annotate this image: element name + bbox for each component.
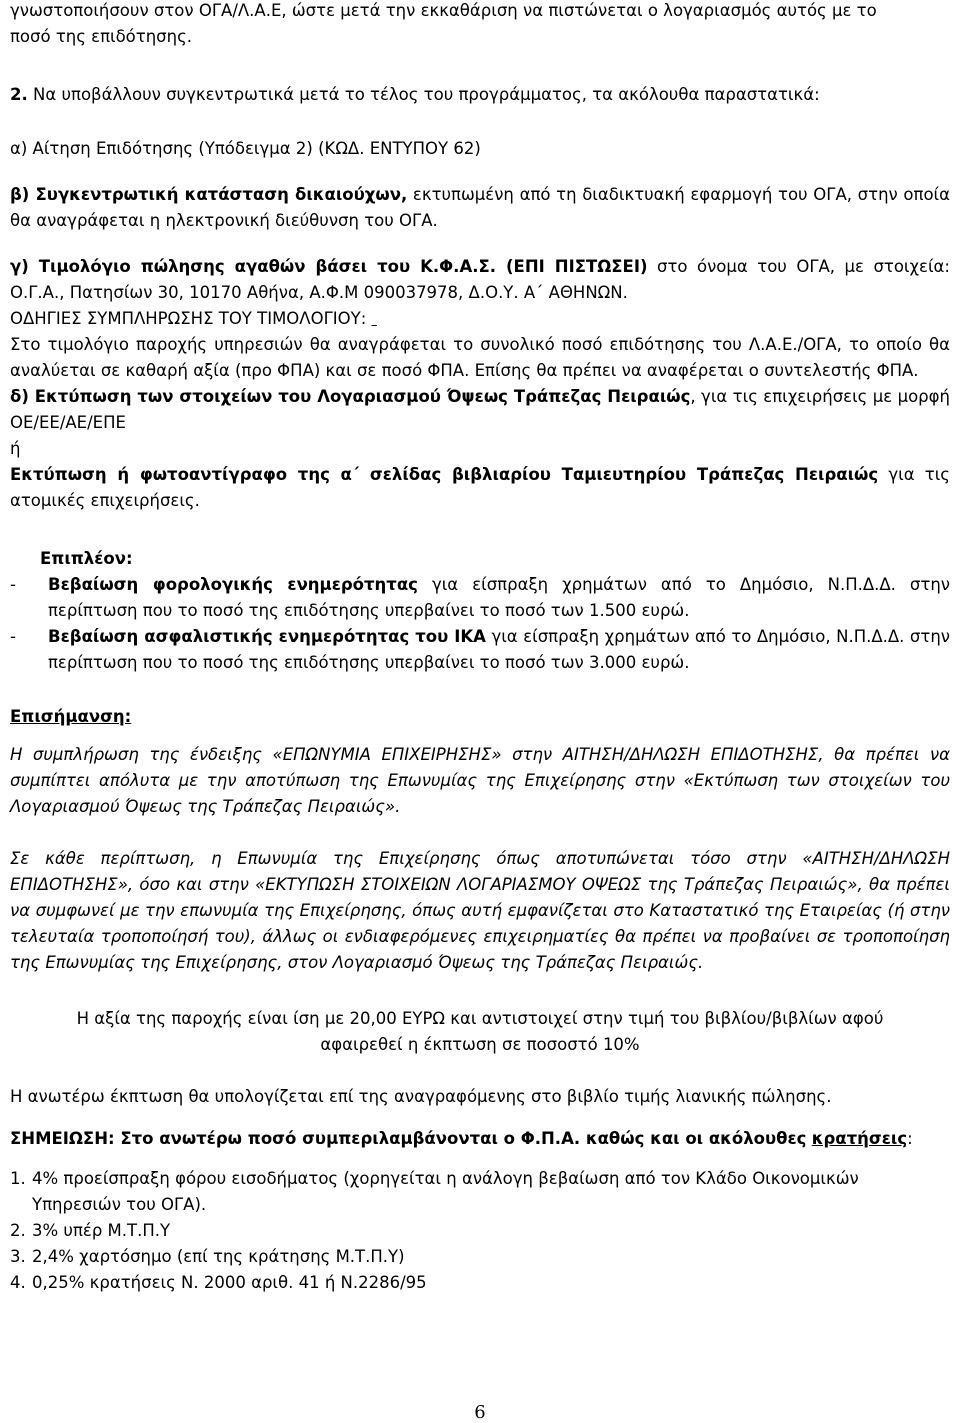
item-d-alt <box>10 462 950 514</box>
item-d-alt-text: για τις ατομικές επιχειρήσεις. <box>10 465 950 510</box>
intro-line-2: ποσό της επιδότησης. <box>10 27 193 46</box>
deduction-item: 1. 4% προείσπραξη φόρου εισοδήματος (χορηγείται η ανάλογη βεβαίωση από τον Κλάδο Οικονομικών Υπηρεσιών του ΟΓΑ). <box>10 1169 859 1214</box>
extra-item-bold: Βεβαίωση φορολογικής ενημερότητας <box>48 575 418 594</box>
item-d-or: ή <box>10 439 21 458</box>
item-d-alt-bold: Εκτύπωση ή φωτοαντίγραφο της α΄ σελίδας βιβλιαρίου Ταμιευτηρίου Τράπεζας Πειραιώς <box>10 465 879 484</box>
notice-title: Επισήμανση: <box>10 707 132 726</box>
item-c <box>10 254 950 306</box>
page-number: 6 <box>474 1402 486 1423</box>
item-2-text: Να υποβάλλουν συγκεντρωτικά μετά το τέλος του προγράμματος, τα ακόλουθα παραστατικά: <box>33 85 820 104</box>
instructions-title: ΟΔΗΓΙΕΣ ΣΥΜΠΛΗΡΩΣΗΣ ΤΟΥ ΤΙΜΟΛΟΓΙΟΥ: <box>10 309 367 328</box>
item-c-bold: γ) Τιμολόγιο πώλησης αγαθών βάσει του Κ.Φ.Α.Σ. (ΕΠΙ ΠΙΣΤΩΣΕΙ) <box>10 257 648 276</box>
extra-title: Επιπλέον: <box>40 549 133 568</box>
value-line-1: Η αξία της παροχής είναι ίση με 20,00 ΕΥΡΩ και αντιστοιχεί στην τιμή του βιβλίου/βιβλίων αφού <box>76 1009 884 1028</box>
instructions-text: Στο τιμολόγιο παροχής υπηρεσιών θα αναγράφεται το συνολικό ποσό επιδότησης του Λ.Α.Ε./ΟΓΑ, το οποίο θα αναλύεται σε καθαρή αξία (προ ΦΠΑ) και σε ποσό ΦΠΑ. Επίσης θα πρέπει να αναφέρεται ο συντελεστής ΦΠΑ. <box>10 335 950 380</box>
intro-line-1: γνωστοποιήσουν στον ΟΓΑ/Λ.Α.Ε, ώστε μετά την εκκαθάριση να πιστώνεται ο λογαριασμός αυτός με το <box>10 1 877 20</box>
note-bold: ΣΗΜΕΙΩΣΗ: Στο ανωτέρω ποσό συμπεριλαμβάνονται ο Φ.Π.Α. καθώς και οι ακόλουθες <box>10 1129 807 1148</box>
notice-para-1: Η συμπλήρωση της ένδειξης «ΕΠΩΝΥΜΙΑ ΕΠΙΧΕΙΡΗΣΗΣ» στην ΑΙΤΗΣΗ/ΔΗΛΩΣΗ ΕΠΙΔΟΤΗΣΗΣ, θα πρέπει να συμπίπτει απόλυτα με την αποτύπωση της Επωνυμίας της Επιχείρησης στην «Εκτύπωση των στοιχείων του Λογαριασμού Όψεως της Τράπεζας Πειραιώς». <box>10 745 950 816</box>
deductions-list <box>10 1166 950 1296</box>
dash-marker: - <box>10 627 16 646</box>
value-line-2: αφαιρεθεί η έκπτωση σε ποσοστό 10% <box>320 1035 640 1054</box>
extra-item-bold: Βεβαίωση ασφαλιστικής ενημερότητας του ΙΚΑ <box>48 627 486 646</box>
deduction-item: 4. 0,25% κρατήσεις Ν. 2000 αριθ. 41 ή Ν.2286/95 <box>10 1273 427 1292</box>
item-b-bold: β) Συγκεντρωτική κατάσταση δικαιούχων, <box>10 185 408 204</box>
item-d-text: , για τις επιχειρήσεις με μορφή ΟΕ/ΕΕ/ΑΕ/ΕΠΕ <box>10 387 950 432</box>
extra-item <box>10 572 950 624</box>
extra-item-text: για είσπραξη χρημάτων από το Δημόσιο, Ν.Π.Δ.Δ. στην περίπτωση που το ποσό της επιδότησης υπερβαίνει το ποσό των 3.000 ευρώ. <box>48 627 950 672</box>
deduction-item: 2. 3% υπέρ Μ.Τ.Π.Υ <box>10 1221 171 1240</box>
item-b <box>10 182 950 234</box>
discount-note: Η ανωτέρω έκπτωση θα υπολογίζεται επί της αναγραφόμενης στο βιβλίο τιμής λιανικής πώλησης. <box>10 1087 832 1106</box>
extra-item <box>10 624 950 676</box>
dash-marker: - <box>10 575 16 594</box>
item-a-ref: (ΚΩΔ. ΕΝΤΥΠΟΥ 62) <box>318 139 481 158</box>
note-bold-underlined: κρατήσεις <box>811 1129 908 1148</box>
item-a <box>10 136 950 162</box>
document-page <box>10 0 950 1296</box>
item-b-text: εκτυπωμένη από τη διαδικτυακή εφαρμογή του ΟΓΑ, στην οποία θα αναγράφεται η ηλεκτρονική διεύθυνση του ΟΓΑ. <box>10 185 950 230</box>
item-d <box>10 384 950 436</box>
item-d-bold: δ) Εκτύπωση των στοιχείων του Λογαριασμού Όψεως Τράπεζας Πειραιώς <box>10 387 691 406</box>
item-c-text: στο όνομα του ΟΓΑ, με στοιχεία: Ο.Γ.Α., Πατησίων 30, 10170 Αθήνα, Α.Φ.Μ 090037978, Δ.Ο.Υ. Α΄ ΑΘΗΝΩΝ. <box>10 257 950 302</box>
item-a-text: α) Αίτηση Επιδότησης (Υπόδειγμα 2) <box>10 139 313 158</box>
extra-item-text: για είσπραξη χρημάτων από το Δημόσιο, Ν.Π.Δ.Δ. στην περίπτωση που το ποσό της επιδότησης υπερβαίνει το ποσό των 1.500 ευρώ. <box>48 575 950 620</box>
note: ΣΗΜΕΙΩΣΗ: Στο ανωτέρω ποσό συμπεριλαμβάνονται ο Φ.Π.Α. καθώς και οι ακόλουθες κρατήσεις: <box>10 1129 913 1148</box>
notice-para-2: Σε κάθε περίπτωση, η Επωνυμία της Επιχείρησης όπως αποτυπώνεται τόσο στην «ΑΙΤΗΣΗ/ΔΗΛΩΣΗ ΕΠΙΔΟΤΗΣΗΣ», όσο και στην «ΕΚΤΥΠΩΣΗ ΣΤΟΙΧΕΙΩΝ ΛΟΓΑΡΙΑΣΜΟΥ ΟΨΕΩΣ της Τράπεζας Πειραιώς», θα πρέπει να συμφωνεί με την επωνυμία της Επιχείρησης, όπως αυτή εμφανίζεται στο Καταστατικό της Εταιρείας (ή στην τελευταία τροποποίησή του), άλλως οι ενδιαφερόμενες επιχειρηματίες θα πρέπει να προβαίνει σε τροποποίηση της Επωνυμίας της Επιχείρησης, στον Λογαριασμό Όψεως της Τράπεζας Πειραιώς. <box>10 849 950 972</box>
item-2 <box>10 82 950 108</box>
deduction-item: 3. 2,4% χαρτόσημο (επί της κράτησης Μ.Τ.Π.Υ) <box>10 1247 405 1266</box>
item-2-number: 2. <box>10 85 28 104</box>
